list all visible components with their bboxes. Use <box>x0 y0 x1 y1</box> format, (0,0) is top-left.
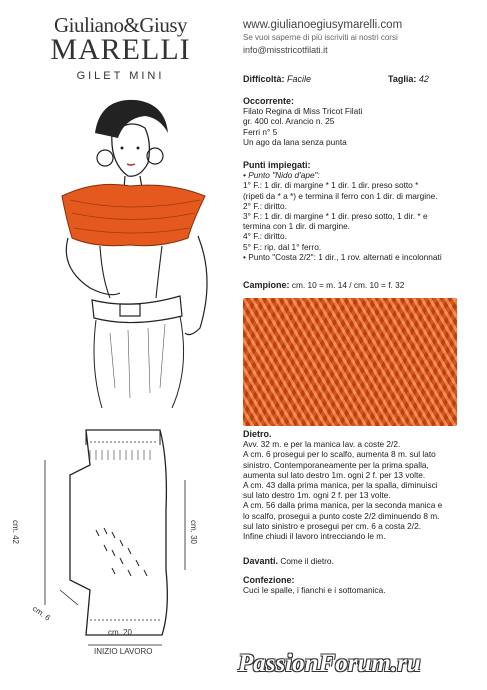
back-line: lo scalfo, prosegui a punto coste 2/2 diminuendo 8 m. <box>243 510 440 521</box>
back-section <box>243 429 459 541</box>
back-line: Avv. 32 m. e per la manica lav. a coste 2/2. <box>243 439 401 450</box>
course-note: Se vuoi saperne di più iscriviti ai nostri corsi <box>243 33 398 42</box>
stitch-line: (ripeti da * a *) e termina il ferro con 1 dir. di margine. <box>243 190 438 201</box>
assembly-text: Cuci le spalle, i fianchi e i sottomanica. <box>243 585 386 596</box>
size-label: Taglia: <box>388 74 417 84</box>
stitch-line: • Punto "Nido d'ape": <box>243 170 320 181</box>
brand-name: Giuliano&Giusy <box>54 13 187 37</box>
email-link[interactable]: info@misstricotfilati.it <box>243 45 328 55</box>
back-title: Dietro. <box>243 429 272 439</box>
schema-height-left: cm. 42 <box>11 520 20 545</box>
sample-label: Campione: <box>243 280 290 290</box>
sample-line <box>243 280 468 290</box>
schema-corner: cm. 6 <box>30 604 53 623</box>
front-title: Davanti. <box>243 556 279 566</box>
back-line: sinistro. Contemporaneamente per la prima spalla, <box>243 459 429 470</box>
stitch-line: 1° F.: 1 dir. di margine * 1 dir. 1 dir. preso sotto * <box>243 180 419 191</box>
stitch-line: 2° F.: diritto. <box>243 200 287 211</box>
size-value: 42 <box>418 74 429 84</box>
back-line: Infine chiudi il lavoro intrecciando le m. <box>243 531 386 542</box>
website-link[interactable]: www.giulianoegiusymarelli.com <box>243 19 403 31</box>
stitch-line: 3° F.: 1 dir. di margine * 1 dir. preso sotto, 1 dir. * e <box>243 211 428 222</box>
size <box>388 74 429 85</box>
back-line: aumenta sul lato destro 1m. ogni 2 f. per 13 volte. <box>243 469 426 480</box>
brand-surname: MARELLI <box>50 33 191 66</box>
watermark: PassionForum.ru <box>238 650 421 677</box>
materials-line: Ferri n° 5 <box>243 126 278 137</box>
schema-width: cm. 20 <box>108 628 133 637</box>
stitches-section <box>243 160 468 262</box>
stitch-line: 4° F.: diritto. <box>243 231 287 242</box>
back-line: A cm. 6 prosegui per lo scalfo, aumenta 8 m. sul lato <box>243 449 436 460</box>
back-line: A cm. 56 dalla prima manica, per la seconda manica e <box>243 500 443 511</box>
assembly-title: Confezione: <box>243 575 295 585</box>
schema-start-label: INIZIO LAVORO <box>94 647 153 656</box>
materials-section <box>243 96 463 147</box>
front-text: Come il dietro. <box>280 556 334 566</box>
materials-line: gr. 400 col. Arancio n. 25 <box>243 116 335 127</box>
materials-line: Un ago da lana senza punta <box>243 136 347 147</box>
back-line: sul lato sinistro e prosegui per cm. 6 a costa 2/2. <box>243 520 422 531</box>
stitch-line: termina con 1 dir. di margine. <box>243 221 350 232</box>
materials-title: Occorrente: <box>243 96 295 106</box>
materials-line: Filato Regina di Miss Tricot Filati <box>243 106 363 117</box>
difficulty <box>243 74 311 85</box>
front-section <box>243 556 459 566</box>
back-line: A cm. 43 dalla prima manica, per la spalla, diminuisci <box>243 480 438 491</box>
assembly-section <box>243 575 459 595</box>
back-line: sul lato destro 1m. ogni 2 f. per 13 volte. <box>243 490 391 501</box>
difficulty-label: Difficoltà: <box>243 74 285 84</box>
pattern-title: GILET MINI <box>76 70 165 82</box>
sample-value: cm. 10 = m. 14 / cm. 10 = f. 32 <box>291 280 405 290</box>
model-illustration <box>40 88 230 418</box>
difficulty-value: Facile <box>287 74 312 84</box>
stitch-line: • Punto "Costa 2/2": 1 dir., 1 rov. alternati e incolonnati <box>243 251 442 262</box>
schema-height-right: cm. 30 <box>189 520 198 545</box>
stitch-line: 5° F.: rip. dal 1° ferro. <box>243 241 322 252</box>
stitch-swatch-photo <box>243 298 457 426</box>
stitches-title: Punti impiegati: <box>243 160 311 170</box>
